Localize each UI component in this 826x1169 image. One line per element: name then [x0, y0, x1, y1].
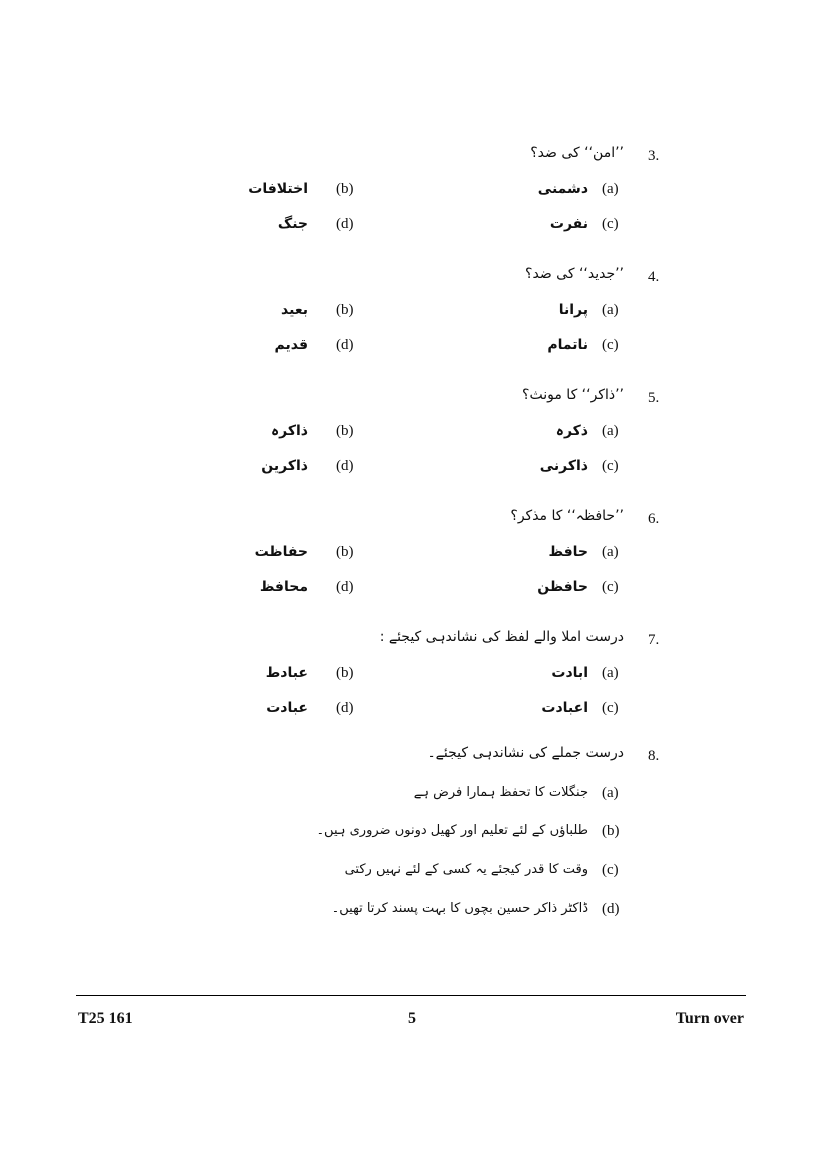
paper-code: T25 161: [78, 1010, 133, 1027]
option-c: (c) ذاکرنی: [539, 458, 619, 474]
turn-over-label: Turn over: [675, 1010, 744, 1027]
option-a: (a) ابادت: [551, 665, 619, 681]
question-text: ’’حافظہ‘‘ کا مذکر؟: [510, 508, 624, 524]
question-number: 7.: [648, 632, 660, 648]
page-number: 5: [408, 1010, 416, 1027]
option-a: (a) ذکرہ: [555, 423, 619, 439]
question-text: ’’ذاکر‘‘ کا مونث؟: [522, 387, 624, 403]
option-a: (a) جنگلات کا تحفظ ہمارا فرض ہے: [413, 785, 619, 801]
question-number: 5.: [648, 390, 660, 406]
option-d: (d) جنگ: [277, 216, 354, 232]
question-text: ’’امن‘‘ کی ضد؟: [530, 145, 624, 161]
option-c: (c) نفرت: [549, 216, 619, 232]
option-b: (b) عبادط: [265, 665, 354, 681]
question-text: درست املا والے لفظ کی نشاندہی کیجئے :: [379, 629, 624, 645]
option-d: (d) ڈاکٹر ذاکر حسین بچوں کا بہت پسند کرتا تھیں۔: [331, 901, 620, 917]
question-text: ’’جدید‘‘ کی ضد؟: [525, 266, 624, 282]
option-b: (b) طلباؤں کے لئے تعلیم اور کھیل دونوں ضروری ہیں۔: [316, 823, 620, 839]
option-b: (b) اختلافات: [248, 181, 354, 197]
option-b: (b) بعید: [281, 302, 354, 318]
option-a: (a) دشمنی: [537, 181, 619, 197]
option-d: (d) ذاکرین: [261, 458, 354, 474]
question-number: 8.: [648, 748, 660, 764]
option-d: (d) عبادت: [266, 700, 354, 716]
option-b: (b) ذاکرہ: [270, 423, 354, 439]
question-text: درست جملے کی نشاندہی کیجئے۔: [427, 745, 624, 761]
option-c: (c) وقت کا قدر کیجئے یہ کسی کے لئے نہیں رکتی: [344, 862, 619, 878]
option-c: (c) اعبادت: [541, 700, 619, 716]
option-c: (c) حافظن: [537, 579, 619, 595]
option-c: (c) ناتمام: [547, 337, 619, 353]
option-d: (d) محافظ: [259, 579, 354, 595]
question-number: 4.: [648, 269, 660, 285]
option-a: (a) پرانا: [558, 302, 619, 318]
question-number: 3.: [648, 148, 660, 164]
question-number: 6.: [648, 511, 660, 527]
option-b: (b) حفاظت: [254, 544, 354, 560]
option-d: (d) قدیم: [274, 337, 354, 353]
option-a: (a) حافظ: [548, 544, 619, 560]
footer-divider: [76, 995, 746, 996]
